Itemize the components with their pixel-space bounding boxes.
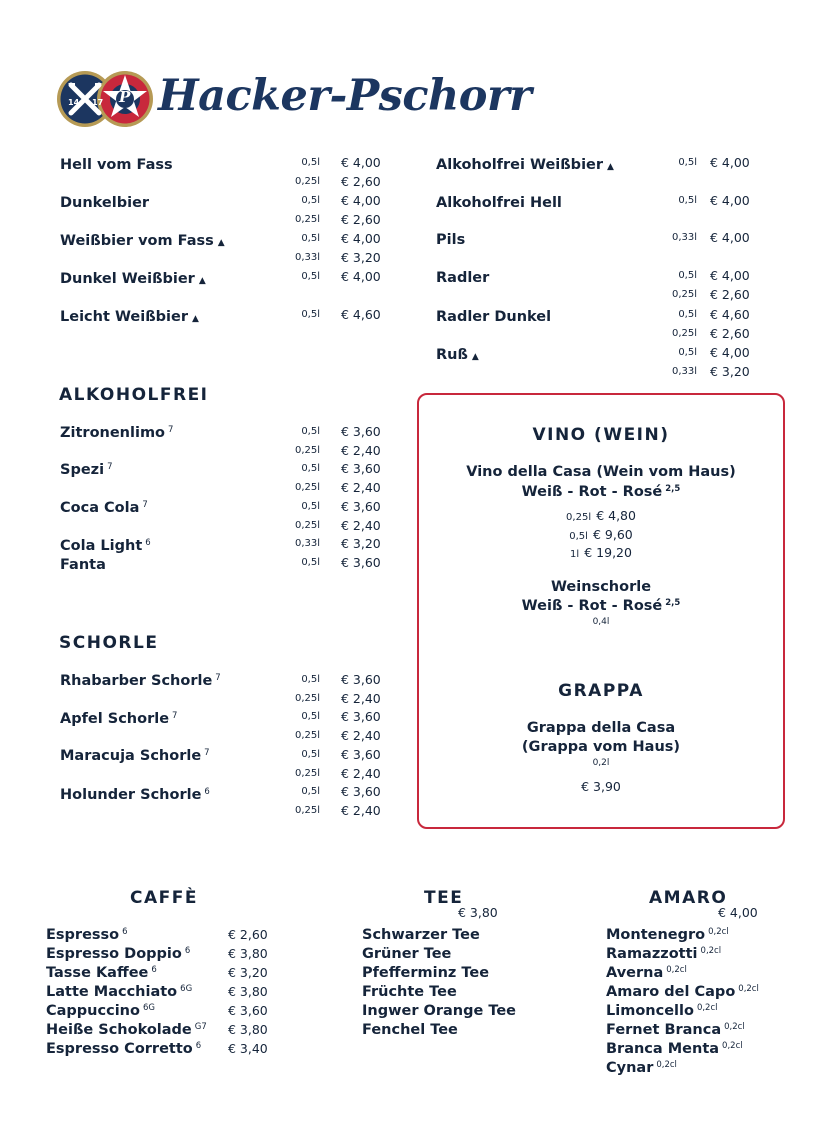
drink-item-name: Maracuja Schorle $^7$ xyxy=(60,748,210,764)
drink-item-name: Cola Light $^6$ xyxy=(60,538,151,554)
grappa-line-1: Grappa della Casa xyxy=(526,720,676,736)
drink-item-name: Fanta xyxy=(60,557,106,573)
wheat-beer-mark-icon: ▲ xyxy=(217,238,225,248)
footnote: 6 xyxy=(151,965,157,975)
section-title-schorle: SCHORLE xyxy=(59,633,159,653)
beer-item-name: Dunkel Weißbier ▲ xyxy=(60,271,206,287)
caffe-item-name: Latte Macchiato $^{6G}$ xyxy=(46,984,193,1000)
footnote: 6 xyxy=(145,538,151,548)
beer-item-name: Hell vom Fass xyxy=(60,157,173,173)
beer-volume: 0,5l xyxy=(301,233,320,244)
tee-item-name: Schwarzer Tee xyxy=(362,927,480,943)
caffe-item-price: € 3,60 xyxy=(228,1003,268,1018)
drink-volume: 0,5l xyxy=(301,674,320,685)
drink-item-name: Holunder Schorle $^6$ xyxy=(60,787,210,803)
drink-item-name: Apfel Schorle $^7$ xyxy=(60,711,178,727)
drink-price: € 2,40 xyxy=(341,690,381,706)
weinschorle-title: Weinschorle xyxy=(550,579,652,595)
amaro-item-name: Amaro del Capo $^{0,2cl}$ xyxy=(606,984,759,1000)
vino-title: VINO (WEIN) xyxy=(532,425,670,445)
vino-line-1: Vino della Casa (Wein vom Haus) xyxy=(466,464,736,480)
drink-volume: 0,5l xyxy=(301,748,320,760)
beer-price: € 4,00 xyxy=(341,231,381,246)
caffe-item-name: Espresso Doppio $^6$ xyxy=(46,946,191,962)
drink-price: € 3,20 xyxy=(341,536,381,552)
beer-price: € 4,60 xyxy=(341,307,381,322)
section-title-tee: TEE xyxy=(424,888,464,908)
wine-grappa-box xyxy=(417,393,785,829)
drink-price: € 3,60 xyxy=(341,784,381,800)
drink-price: € 2,40 xyxy=(341,765,381,781)
beer-item-name: Leicht Weißbier ▲ xyxy=(60,309,199,325)
beer-volume: 0,33l xyxy=(671,366,697,377)
amaro-item-name: Limoncello $^{0,2cl}$ xyxy=(606,1003,718,1019)
tee-item-name: Früchte Tee xyxy=(362,984,457,1000)
badge-letter: P xyxy=(119,88,131,106)
drink-price: € 2,40 xyxy=(341,480,381,496)
beer-price: € 4,00 xyxy=(710,268,750,283)
footnote: 7 xyxy=(215,673,221,683)
beer-volume: 0,25l xyxy=(671,289,697,300)
amaro-item-name: Fernet Branca $^{0,2cl}$ xyxy=(606,1022,745,1038)
beer-item-name: Alkoholfrei Weißbier ▲ xyxy=(436,157,614,173)
beer-price: € 4,60 xyxy=(710,307,750,322)
vino-line-2: Weiß - Rot - Rosé $^{2,5}$ xyxy=(521,484,681,500)
beer-volume: 0,5l xyxy=(678,270,697,281)
drink-price: € 2,40 xyxy=(341,517,381,533)
beer-volume: 0,33l xyxy=(294,252,320,263)
beer-volume: 0,5l xyxy=(301,157,320,168)
beer-volume: 0,25l xyxy=(671,328,697,339)
footnote: 0,2cl xyxy=(666,965,687,975)
beer-price: € 4,00 xyxy=(710,155,750,170)
drink-price: € 3,60 xyxy=(341,554,381,570)
wheat-beer-mark-icon: ▲ xyxy=(198,276,206,286)
brand-logo xyxy=(55,66,532,132)
drink-price: € 2,40 xyxy=(341,442,381,458)
amaro-item-name: Ramazzotti $^{0,2cl}$ xyxy=(606,946,722,962)
weinschorle-vol: 0,4l xyxy=(592,617,610,627)
beer-item-name: Pils xyxy=(436,232,466,248)
tee-item-name: Grüner Tee xyxy=(362,946,452,962)
drink-price: € 3,60 xyxy=(341,424,381,439)
beer-price: € 4,00 xyxy=(710,193,750,208)
badge-year-right: 17 xyxy=(92,98,104,107)
wheat-beer-mark-icon: ▲ xyxy=(471,352,479,362)
vino-price-2: 0,5l € 9,60 xyxy=(569,527,633,542)
beer-volume: 0,5l xyxy=(301,271,320,282)
drink-price: € 3,60 xyxy=(341,461,381,477)
caffe-item-name: Cappuccino $^{6G}$ xyxy=(46,1003,155,1019)
footnote: 0,2cl xyxy=(696,1003,718,1013)
beer-price: € 3,20 xyxy=(710,364,750,379)
beer-item-name: Dunkelbier xyxy=(60,195,150,211)
beer-volume: 0,5l xyxy=(301,195,320,206)
drink-item-name: Zitronenlimo $^7$ xyxy=(60,425,174,441)
footnote: G7 xyxy=(194,1022,207,1032)
drink-volume: 0,5l xyxy=(301,426,320,437)
drink-volume: 0,5l xyxy=(301,786,320,798)
caffe-item-name: Espresso $^6$ xyxy=(46,927,128,943)
caffe-item-price: € 3,20 xyxy=(228,965,268,980)
tee-item-name: Ingwer Orange Tee xyxy=(362,1003,517,1019)
caffe-item-name: Heiße Schokolade $^{G7}$ xyxy=(46,1022,207,1038)
section-title-alkoholfrei: ALKOHOLFREI xyxy=(59,385,209,405)
caffe-item-name: Tasse Kaffee $^6$ xyxy=(46,965,157,981)
tee-item-name: Fenchel Tee xyxy=(362,1022,458,1038)
drink-price: € 3,60 xyxy=(341,709,381,725)
beer-price: € 2,60 xyxy=(341,212,381,227)
caffe-item-name: Espresso Corretto $^6$ xyxy=(46,1041,202,1057)
drink-volume: 0,33l xyxy=(294,538,320,550)
beer-price: € 4,00 xyxy=(710,230,750,245)
vino-price-3: 1l € 19,20 xyxy=(570,545,632,560)
vino-price-1: 0,25l € 4,80 xyxy=(566,508,636,523)
beer-volume: 0,5l xyxy=(301,309,320,320)
beer-price: € 4,00 xyxy=(341,155,381,170)
grappa-vol: 0,2l xyxy=(592,758,610,768)
footnote: 7 xyxy=(172,711,178,721)
beer-price: € 4,00 xyxy=(341,269,381,284)
drink-price: € 3,60 xyxy=(341,746,381,762)
drink-volume: 0,25l xyxy=(294,730,320,742)
drink-volume: 0,25l xyxy=(294,767,320,779)
footnote: 0,2cl xyxy=(700,946,722,956)
drink-volume: 0,5l xyxy=(301,711,320,723)
beer-volume: 0,25l xyxy=(294,214,320,225)
footnote: 7 xyxy=(107,462,113,472)
caffe-item-price: € 3,80 xyxy=(228,946,268,961)
drink-volume: 0,25l xyxy=(294,692,320,704)
drink-item-name: Spezi $^7$ xyxy=(60,462,113,478)
footnote: 0,2cl xyxy=(708,927,729,937)
amaro-item-name: Averna $^{0,2cl}$ xyxy=(606,965,687,981)
caffe-item-price: € 3,80 xyxy=(228,1022,268,1037)
beer-item-name: Weißbier vom Fass ▲ xyxy=(60,233,225,249)
drink-price: € 2,40 xyxy=(341,802,381,818)
footnote: 6G xyxy=(142,1003,155,1013)
footnote: 0,2cl xyxy=(738,984,759,994)
beer-volume: 0,5l xyxy=(678,157,697,168)
grappa-line-2: (Grappa vom Haus) xyxy=(521,739,681,755)
beer-volume: 0,25l xyxy=(294,176,320,187)
beer-volume: 0,33l xyxy=(671,232,697,243)
wheat-beer-mark-icon: ▲ xyxy=(607,162,614,172)
grappa-title: GRAPPA xyxy=(558,681,644,701)
weinschorle-line: Weiß - Rot - Rosé $^{2,5}$ xyxy=(521,598,681,614)
drink-volume: 0,25l xyxy=(294,804,320,816)
beer-price: € 3,20 xyxy=(341,250,381,265)
footnote: 6 xyxy=(204,787,210,797)
beer-volume: 0,5l xyxy=(678,347,697,358)
drink-price: € 3,60 xyxy=(341,498,381,514)
footnote: 0,2cl xyxy=(722,1041,743,1051)
drink-volume: 0,25l xyxy=(294,482,320,494)
footnote: 0,2cl xyxy=(656,1060,677,1070)
brand-name: Hacker-Pschorr xyxy=(158,71,532,121)
drink-volume: 0,25l xyxy=(294,519,320,531)
wheat-beer-mark-icon: ▲ xyxy=(192,314,199,324)
tee-item-name: Pfefferminz Tee xyxy=(362,965,490,981)
amaro-item-name: Montenegro $^{0,2cl}$ xyxy=(606,927,729,943)
caffe-item-price: € 3,40 xyxy=(228,1041,268,1056)
caffe-item-price: € 3,80 xyxy=(228,984,268,999)
drink-volume: 0,5l xyxy=(301,500,320,512)
drink-item-name: Coca Cola $^7$ xyxy=(60,500,148,516)
drink-item-name: Rhabarber Schorle $^7$ xyxy=(60,673,221,689)
footnote: 7 xyxy=(204,748,210,758)
drink-volume: 0,5l xyxy=(301,556,320,568)
footnote: 0,2cl xyxy=(724,1022,745,1032)
section-title-caffe: CAFFÈ xyxy=(130,888,198,908)
badge-year-left: 14 xyxy=(68,98,80,107)
footnote: 6 xyxy=(195,1041,202,1051)
beer-price: € 4,00 xyxy=(710,345,750,360)
caffe-item-price: € 2,60 xyxy=(228,927,268,942)
footnote: 7 xyxy=(142,500,148,510)
beer-item-name: Ruß ▲ xyxy=(436,347,479,363)
drink-volume: 0,25l xyxy=(294,444,320,456)
beer-volume: 0,5l xyxy=(678,195,697,206)
drink-price: € 2,40 xyxy=(341,728,381,744)
amaro-item-name: Branca Menta $^{0,2cl}$ xyxy=(606,1041,743,1057)
beer-item-name: Alkoholfrei Hell xyxy=(436,195,562,211)
footnote: 6G xyxy=(180,984,193,994)
beer-price: € 2,60 xyxy=(710,326,750,341)
beer-volume: 0,5l xyxy=(678,309,697,320)
grappa-price: € 3,90 xyxy=(581,779,621,794)
footnote: 6 xyxy=(184,946,191,956)
beer-item-name: Radler Dunkel xyxy=(436,309,552,325)
beer-item-name: Radler xyxy=(436,270,490,286)
tee-price: € 3,80 xyxy=(458,905,498,920)
drink-price: € 3,60 xyxy=(341,672,381,687)
amaro-price: € 4,00 xyxy=(718,905,758,920)
beer-price: € 2,60 xyxy=(710,287,750,302)
beer-price: € 4,00 xyxy=(341,193,381,208)
footnote: 7 xyxy=(168,425,174,435)
drink-volume: 0,5l xyxy=(301,463,320,475)
footnote: 6 xyxy=(122,927,128,937)
section-title-amaro: AMARO xyxy=(649,888,728,908)
beer-price: € 2,60 xyxy=(341,174,381,189)
amaro-item-name: Cynar $^{0,2cl}$ xyxy=(606,1060,677,1076)
